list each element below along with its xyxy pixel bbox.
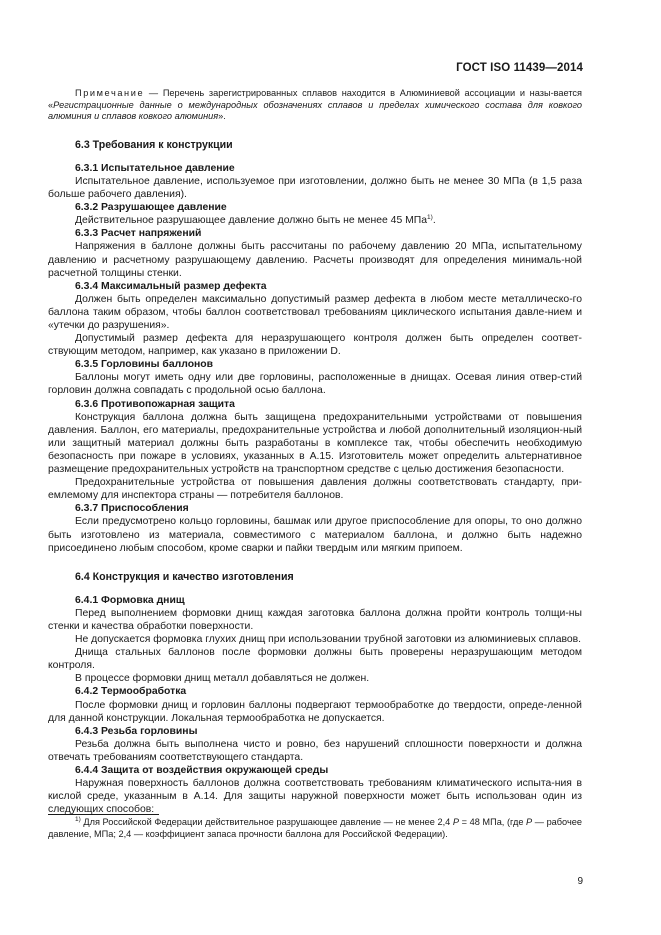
section-6-3-2-text: Действительное разрушающее давление должно быть не менее 45 МПа$^{1)}$. [75,214,436,227]
section-6-3-1-title: 6.3.1 Испытательное давление [75,162,235,174]
section-6-4-4-text: Наружная поверхность баллонов должна соответствовать требованиям климатического испыта-ния в кислой среде, указанным в А.14. Для защиты наружной поверхности может быть использован один из следующих способов: [48,778,582,816]
section-6-3-7-title: 6.3.7 Приспособления [75,503,189,515]
section-6-4-3-title: 6.4.3 Резьба горловины [75,725,198,737]
section-6-3-7-text: Если предусмотрено кольцо горловины, башмак или другое приспособление для опоры, то оно должно быть изготовлено из материала, совместимого с материалом баллона, и должно быть надежно присоединено любым способом, кроме сварки и пайки твердым или мягким припоем. [48,516,582,554]
section-6-4-4-title: 6.4.4 Защита от воздействия окружающей среды [75,765,329,776]
standard-header: ГОСТ ISO 11439—2014 [456,62,583,74]
section-6-3-2-title: 6.3.2 Разрушающее давление [75,202,227,214]
section-6-3-5-text: Баллоны могут иметь одну или две горловины, расположенные в днищах. Осевая линия отвер-стий горловин должна совпадать с продольной осью баллона. [48,372,582,397]
section-6-3-1-text: Испытательное давление, используемое при изготовлении, должно быть не менее 30 МПа (в 1,5 раза больше рабочего давления). [48,175,582,201]
section-6-3-3-text: Напряжения в баллоне должны быть рассчитаны по рабочему давлению 20 МПа, испытательному давлению и расчетному разрушающему давлению. Расчеты производят для определения минималь-ной расчетной толщины стенки. [48,241,582,279]
section-6-3-5-title: 6.3.5 Горловины баллонов [75,359,214,371]
section-6-3-4-text-1: Должен быть определен максимально допустимый размер дефекта в любом месте металлическо-го баллона таким образом, чтобы баллон соответствовал требованиям циклического испытания давле-нием и «утечки до разрушения». [48,293,582,331]
note-italic: Регистрационные данные о международных обозначениях сплавов и пределах химического состава для ковкого алюминия и сплавов ковкого алюминия [48,99,582,122]
section-6-4-3-text: Резьба должна быть выполнена чисто и ровно, без нарушений сплошности поверхности и должна отвечать требованиям соответствующего стандарта. [48,738,582,763]
section-6-4-1-text-4: В процессе формовки днищ металл добавляться не должен. [75,673,370,685]
section-6-4-1-text-2: Не допускается формовка глухих днищ при использовании трубной заготовки из алюминиевых сплавов. [75,634,582,646]
footnote-text: $^{1)}$ Для Российской Федерации действительное разрушающее давление — не менее 2,4 Р = 48 МПа, (где Р — рабочее давление, МПа; 2,4 — коэффициент запаса прочности баллона для Российской Федерации). [48,816,582,839]
section-6-4-1-text-3: Днища стальных баллонов после формовки должны быть проверены неразрушающим методом контроля. [48,647,582,672]
section-6-4-2-title: 6.4.2 Термообработка [75,686,187,698]
section-6-4-title: 6.4 Конструкция и качество изготовления [75,570,294,583]
page-content [48,88,582,816]
page-number: 9 [577,876,583,887]
section-6-3-6-title: 6.3.6 Противопожарная защита [75,398,235,410]
section-6-4-1-text-1: Перед выполнением формовки днищ каждая заготовка баллона должна пройти контроль толщи-ны стенки и качества обработки поверхности. [48,607,582,632]
section-6-4-2-text: После формовки днищ и горловин баллоны подвергают термообработке до твердости, опреде-ленной для данной конструкции. Локальная термообработка не допускается. [48,699,582,724]
section-6-3-3-title: 6.3.3 Расчет напряжений [75,228,202,240]
footnote-ref: 1) [427,214,433,222]
section-6-3-6-text-2: Предохранительные устройства от повышения давления должны соответствовать стандарту, при-емлемому для инспектора страны — потребителя баллонов. [48,477,582,502]
section-6-3-title: 6.3 Требования к конструкции [75,138,233,151]
section-6-3-4-title: 6.3.4 Максимальный размер дефекта [75,280,267,292]
footnote-divider [48,814,159,815]
section-6-4-1-title: 6.4.1 Формовка днищ [75,594,185,606]
section-6-3-6-text-1: Конструкция баллона должна быть защищена предохранительными устройствами от повышения давления. Баллон, его материалы, предохранительные устройства и любой дополнительный изоляцион-ный или защитный материал должны быть разработаны в комплексе так, чтобы обеспечить необходимую безопасность при пожаре в условиях, указанных в А.15. Изготовитель может определить альтернативное размещение предохранительных устройств на транспортном средстве с целью достижения безопасности. [48,411,582,476]
footnote-marker: 1) [75,816,81,823]
footnote [48,817,582,841]
note-lead: Примечание [75,88,145,98]
section-6-3-4-text-2: Допустимый размер дефекта для неразрушающего контроля должен быть определен соответ-ствующим методом, например, как указано в приложении D. [48,333,582,358]
note-paragraph: Примечание — Перечень зарегистрированных сплавов находится в Алюминиевой ассоциации и назы-вается «Регистрационные данные о международных обозначениях сплавов и пределах химического состава для ковкого алюминия и сплавов ковкого алюминия». [48,88,582,122]
